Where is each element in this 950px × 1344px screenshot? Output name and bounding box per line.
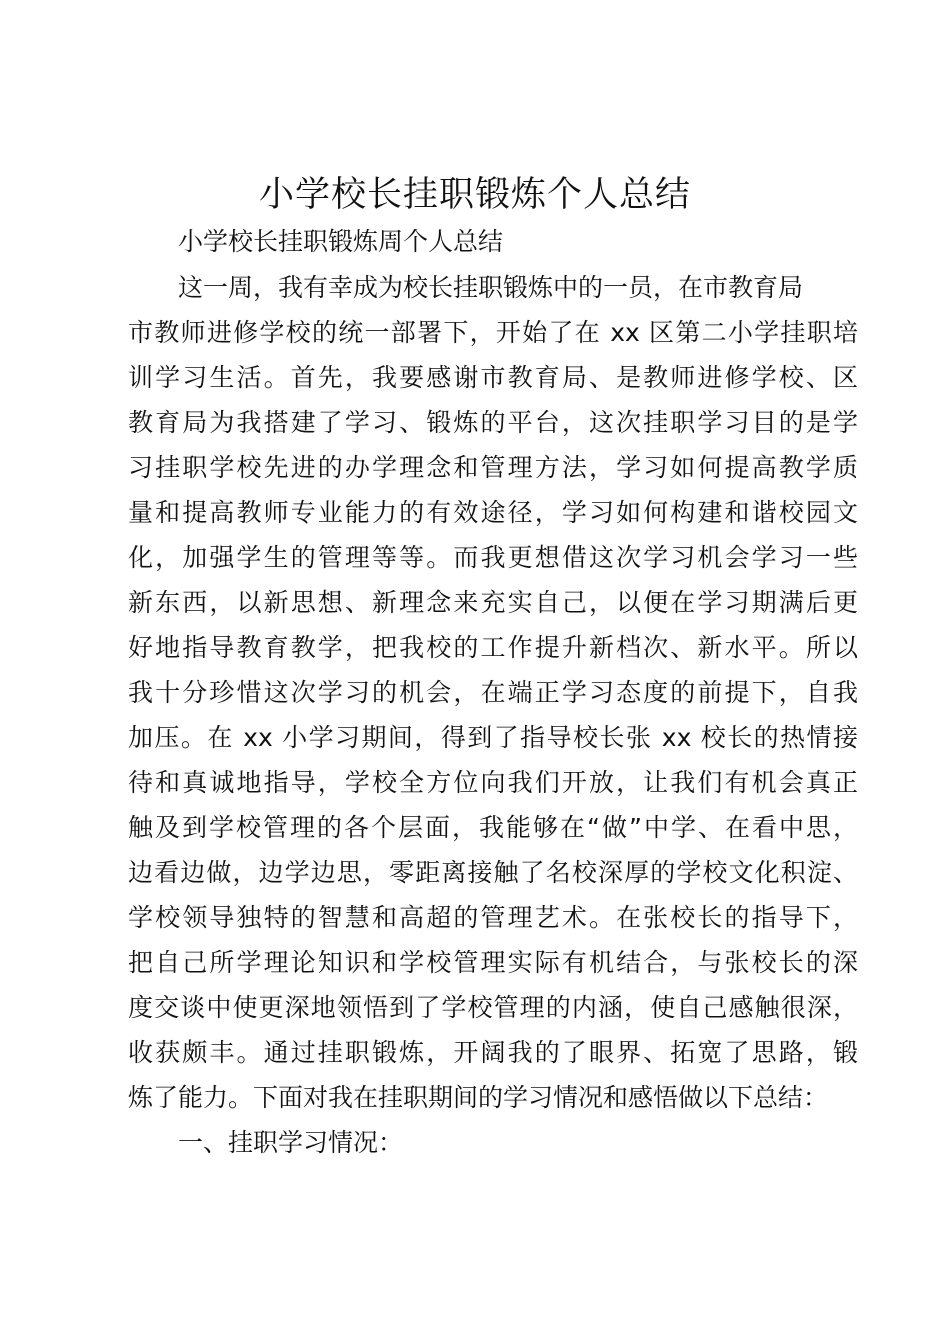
body-line: 边看边做，边学边思，零距离接触了名校深厚的学校文化积淀、 xyxy=(128,858,858,887)
body-line: 炼了能力。下面对我在挂职期间的学习情况和感悟做以下总结： xyxy=(128,1083,829,1112)
body-line: 化，加强学生的管理等等。而我更想借这次学习机会学习一些 xyxy=(128,543,858,572)
body-line: 新东西，以新思想、新理念来充实自己，以便在学习期满后更 xyxy=(128,588,858,617)
body-line: 量和提高教师专业能力的有效途径，学习如何构建和谐校园文 xyxy=(128,498,858,527)
body-line: 触及到学校管理的各个层面，我能够在“做”中学、在看中思， xyxy=(128,813,858,842)
body-line: 这一周，我有幸成为校长挂职锻炼中的一员，在市教育局 xyxy=(178,273,804,302)
body-line: 把自己所学理论知识和学校管理实际有机结合，与张校长的深 xyxy=(128,948,858,977)
body-line: 训学习生活。首先，我要感谢市教育局、是教师进修学校、区 xyxy=(128,363,858,392)
body-line: 学校领导独特的智慧和高超的管理艺术。在张校长的指导下， xyxy=(128,903,858,932)
body-line: 待和真诚地指导，学校全方位向我们开放，让我们有机会真正 xyxy=(128,768,858,797)
body-line: 加压。在 xx 小学习期间，得到了指导校长张 xx 校长的热情接 xyxy=(128,723,858,752)
body-line: 好地指导教育教学，把我校的工作提升新档次、新水平。所以 xyxy=(128,633,858,662)
body-line: 度交谈中使更深地领悟到了学校管理的内涵，使自己感触很深， xyxy=(128,993,858,1022)
document-title: 小学校长挂职锻炼个人总结 xyxy=(258,175,691,215)
body-line: 市教师进修学校的统一部署下，开始了在 xx 区第二小学挂职培 xyxy=(128,318,858,347)
body-line: 习挂职学校先进的办学理念和管理方法，学习如何提高教学质 xyxy=(128,453,858,482)
body-line: 我十分珍惜这次学习的机会，在端正学习态度的前提下，自我 xyxy=(128,678,858,707)
document-subtitle: 小学校长挂职锻炼周个人总结 xyxy=(178,227,504,256)
section-heading: 一、挂职学习情况： xyxy=(178,1128,404,1157)
body-line: 收获颇丰。通过挂职锻炼，开阔我的了眼界、拓宽了思路，锻 xyxy=(128,1038,858,1067)
body-line: 教育局为我搭建了学习、锻炼的平台，这次挂职学习目的是学 xyxy=(128,408,858,437)
